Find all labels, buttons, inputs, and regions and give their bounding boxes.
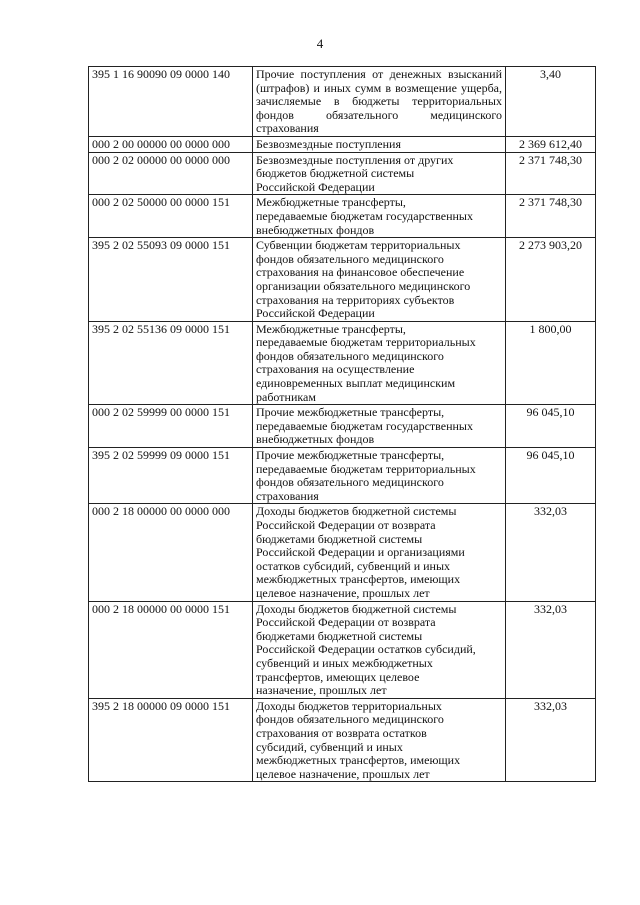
revenue-name-line: фондов обязательного медицинского [256,251,444,266]
revenue-name-line: Доходы бюджетов бюджетной системы [256,504,457,519]
revenue-name-line: бюджетами бюджетной системы [256,531,423,546]
budget-classification-code: 395 2 18 00000 09 0000 151 [89,698,253,782]
amount-cell: 332,03 [506,698,596,782]
amount-cell: 3,40 [506,67,596,137]
budget-classification-code: 395 2 02 55136 09 0000 151 [89,321,253,405]
revenue-name [253,601,506,698]
table-row [89,698,596,782]
revenue-name-line: работникам [256,389,316,404]
revenue-name-line: фондов обязательного медицинского [256,475,444,490]
revenue-name-line: внебюджетных фондов [256,432,375,447]
revenue-name-line: организации обязательного медицинского [256,278,471,293]
table-row [89,321,596,405]
revenue-name-line: передаваемые бюджетам территориальных [256,461,476,476]
revenue-name-line: Российской Федерации остатков субсидий, [256,642,476,657]
budget-classification-code: 000 2 02 50000 00 0000 151 [89,195,253,238]
revenue-name-line: передаваемые бюджетам государственных [256,418,473,433]
budget-classification-code: 000 2 02 00000 00 0000 000 [89,152,253,195]
table-row [89,601,596,698]
revenue-name [253,448,506,504]
revenue-name-line: межбюджетных трансфертов, имеющих [256,753,461,768]
revenue-name-line: страхования на финансовое обеспечение [256,265,465,280]
table-row [89,152,596,195]
amount-cell: 96 045,10 [506,448,596,504]
amount-cell: 2 371 748,30 [506,195,596,238]
table-row [89,195,596,238]
revenue-name-line: бюджетами бюджетной системы [256,628,423,643]
revenue-name-line: целевое назначение, прошлых лет [256,766,430,781]
amount-cell: 2 273 903,20 [506,238,596,322]
table-row [89,136,596,152]
amount-cell: 2 371 748,30 [506,152,596,195]
revenue-name-line: Российской Федерации от возврата [256,615,436,630]
budget-classification-code: 000 2 02 59999 00 0000 151 [89,405,253,448]
budget-classification-code: 395 2 02 59999 09 0000 151 [89,448,253,504]
budget-classification-code: 000 2 18 00000 00 0000 000 [89,504,253,601]
revenue-name-line: страхования [256,488,319,503]
revenue-name-line: назначение, прошлых лет [256,683,387,698]
revenue-name-line: страхования от возврата остатков [256,725,427,740]
amount-cell: 332,03 [506,504,596,601]
budget-classification-code: 000 2 00 00000 00 0000 000 [89,136,253,152]
amount-cell: 2 369 612,40 [506,136,596,152]
table-row [89,405,596,448]
revenue-name-line: единовременных выплат медицинским [256,376,456,391]
revenue-name-line: бюджетов бюджетной системы [256,166,415,181]
revenue-name-line: Российской Федерации и организациями [256,545,465,560]
table-row [89,238,596,322]
revenue-name-line: Российской Федерации от возврата [256,518,436,532]
amount-cell: 96 045,10 [506,405,596,448]
revenue-name-line: субсидий, субвенций и иных [256,739,403,754]
revenue-name-line: страхования на осуществление [256,362,415,377]
revenue-name-line: фондов обязательного медицинского [256,712,444,727]
revenue-table [88,66,596,782]
revenue-name-line: Доходы бюджетов территориальных [256,698,442,713]
revenue-name-line: межбюджетных трансфертов, имеющих [256,572,461,587]
amount-cell: 1 800,00 [506,321,596,405]
revenue-name-line: передаваемые бюджетам территориальных [256,335,476,350]
revenue-name-line: Прочие межбюджетные трансферты, [256,405,445,420]
revenue-name-line: Безвозмездные поступления от других [256,152,454,167]
revenue-name [253,405,506,448]
revenue-name [253,321,506,405]
revenue-name-line: остатков субсидий, субвенций и иных [256,558,451,573]
table-row [89,504,596,601]
revenue-name-line: Доходы бюджетов бюджетной системы [256,601,457,616]
revenue-name-line: фондов обязательного медицинского [256,348,444,363]
revenue-name-line: Межбюджетные трансферты, [256,321,406,336]
table-row [89,448,596,504]
table-row [89,67,596,137]
table-body [89,67,596,782]
revenue-name-line: Прочие межбюджетные трансферты, [256,448,445,463]
revenue-name-line: Российской Федерации [256,179,375,194]
page-number: 4 [316,36,324,51]
budget-classification-code: 395 2 02 55093 09 0000 151 [89,238,253,322]
revenue-name-line: Субвенции бюджетам территориальных [256,238,461,253]
revenue-name-line: Межбюджетные трансферты, [256,195,406,210]
revenue-name-line: Прочие поступления от денежных взысканий (штрафов) и иных сумм в возмещение ущерба, зачисляемые в бюджеты территориальных фондов обязательного медицинского страхования [256,67,502,136]
budget-classification-code: 000 2 18 00000 00 0000 151 [89,601,253,698]
revenue-name [253,238,506,322]
revenue-name-line: целевое назначение, прошлых лет [256,585,430,600]
revenue-name-line: страхования на территориях субъектов [256,292,455,307]
revenue-name-line: Российской Федерации [256,306,375,321]
budget-classification-code: 395 1 16 90090 09 0000 140 [89,67,253,137]
revenue-name-line: субвенций и иных межбюджетных [256,655,433,670]
revenue-name-line: внебюджетных фондов [256,222,375,237]
revenue-name [253,136,506,152]
amount-cell: 332,03 [506,601,596,698]
revenue-name-line: передаваемые бюджетам государственных [256,208,473,223]
revenue-name-line: Безвозмездные поступления [256,136,401,151]
revenue-name [253,152,506,195]
revenue-name [253,195,506,238]
revenue-name [253,67,506,137]
revenue-name [253,698,506,782]
revenue-name [253,504,506,601]
revenue-name-line: трансфертов, имеющих целевое [256,669,420,684]
